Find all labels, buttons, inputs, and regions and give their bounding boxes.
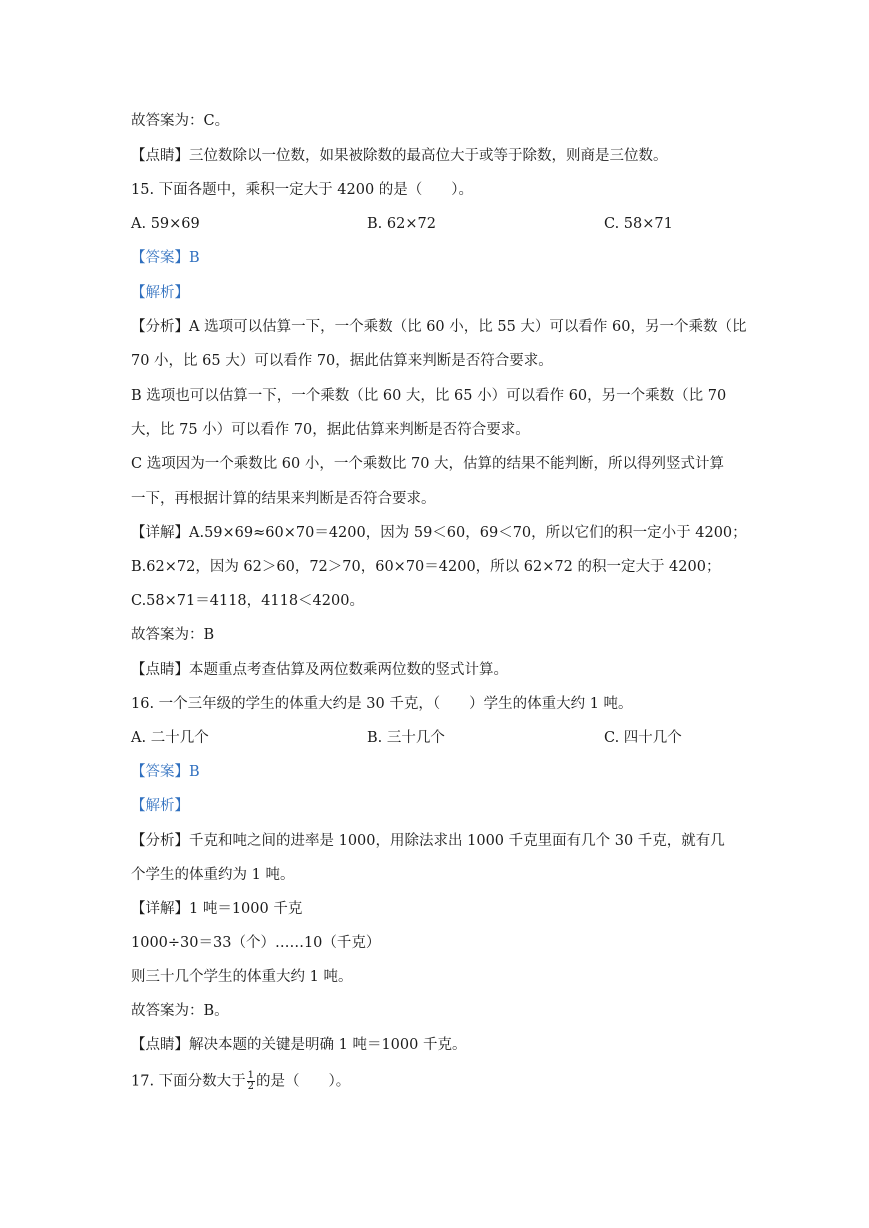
question-17 xyxy=(131,1071,350,1092)
q15-analysis-heading: 【解析】 xyxy=(131,285,189,301)
q17-text-prefix: 17. 下面分数大于 xyxy=(131,1073,246,1090)
q15-detail-line: B.62×72，因为 62＞60，72＞70，60×70＝4200，所以 62×72 的积一定大于 4200； xyxy=(131,559,721,575)
fraction-numerator: 1 xyxy=(247,1070,255,1081)
question-15: 15. 下面各题中，乘积一定大于 4200 的是（ ）。 xyxy=(131,182,474,198)
q16-conclusion: 故答案为：B。 xyxy=(131,1003,229,1019)
q15-option-b: B. 62×72 xyxy=(367,216,436,232)
q15-analysis-line: 大，比 75 小）可以看作 70，据此估算来判断是否符合要求。 xyxy=(131,422,530,438)
q16-detail-line: 1000÷30＝33（个）……10（千克） xyxy=(131,935,381,951)
q16-tip: 【点睛】解决本题的关键是明确 1 吨＝1000 千克。 xyxy=(131,1037,467,1053)
q16-option-b: B. 三十几个 xyxy=(367,730,445,746)
q16-analysis-line: 【分析】千克和吨之间的进率是 1000，用除法求出 1000 千克里面有几个 30 千克，就有几 xyxy=(131,833,725,849)
q15-tip: 【点睛】本题重点考查估算及两位数乘两位数的竖式计算。 xyxy=(131,662,508,678)
q16-detail-line: 则三十几个学生的体重大约 1 吨。 xyxy=(131,969,353,985)
q15-analysis-line: 70 小，比 65 大）可以看作 70，据此估算来判断是否符合要求。 xyxy=(131,353,553,369)
answer-line: 故答案为：C。 xyxy=(131,113,230,129)
q15-analysis-line: B 选项也可以估算一下，一个乘数（比 60 大，比 65 小）可以看作 60，另一个乘数（比 70 xyxy=(131,388,727,404)
fraction-denominator: 2 xyxy=(247,1081,255,1092)
q15-analysis-line: 一下，再根据计算的结果来判断是否符合要求。 xyxy=(131,491,436,507)
q16-analysis-line: 个学生的体重约为 1 吨。 xyxy=(131,867,295,883)
fraction-one-half xyxy=(247,1071,255,1092)
q15-conclusion: 故答案为：B xyxy=(131,627,215,643)
tip-line: 【点睛】三位数除以一位数，如果被除数的最高位大于或等于除数，则商是三位数。 xyxy=(131,148,668,164)
q16-answer: 【答案】B xyxy=(131,764,200,780)
q15-detail-line: 【详解】A.59×69≈60×70＝4200，因为 59＜60，69＜70，所以它们的积一定小于 4200； xyxy=(131,525,747,541)
q16-detail-line: 【详解】1 吨＝1000 千克 xyxy=(131,901,303,917)
q16-option-c: C. 四十几个 xyxy=(604,730,682,746)
q15-analysis-line: 【分析】A 选项可以估算一下，一个乘数（比 60 小，比 55 大）可以看作 60，另一个乘数（比 xyxy=(131,319,747,335)
q15-option-c: C. 58×71 xyxy=(604,216,673,232)
q15-detail-line: C.58×71＝4118，4118＜4200。 xyxy=(131,593,364,609)
q15-option-a: A. 59×69 xyxy=(131,216,200,232)
q15-analysis-line: C 选项因为一个乘数比 60 小，一个乘数比 70 大，估算的结果不能判断，所以得列竖式计算 xyxy=(131,456,725,472)
q15-answer: 【答案】B xyxy=(131,250,200,266)
question-16: 16. 一个三年级的学生的体重大约是 30 千克，（ ）学生的体重大约 1 吨。 xyxy=(131,696,633,712)
q17-text-suffix: 的是（ ）。 xyxy=(256,1073,351,1090)
q16-option-a: A. 二十几个 xyxy=(131,730,209,746)
q16-analysis-heading: 【解析】 xyxy=(131,798,189,814)
